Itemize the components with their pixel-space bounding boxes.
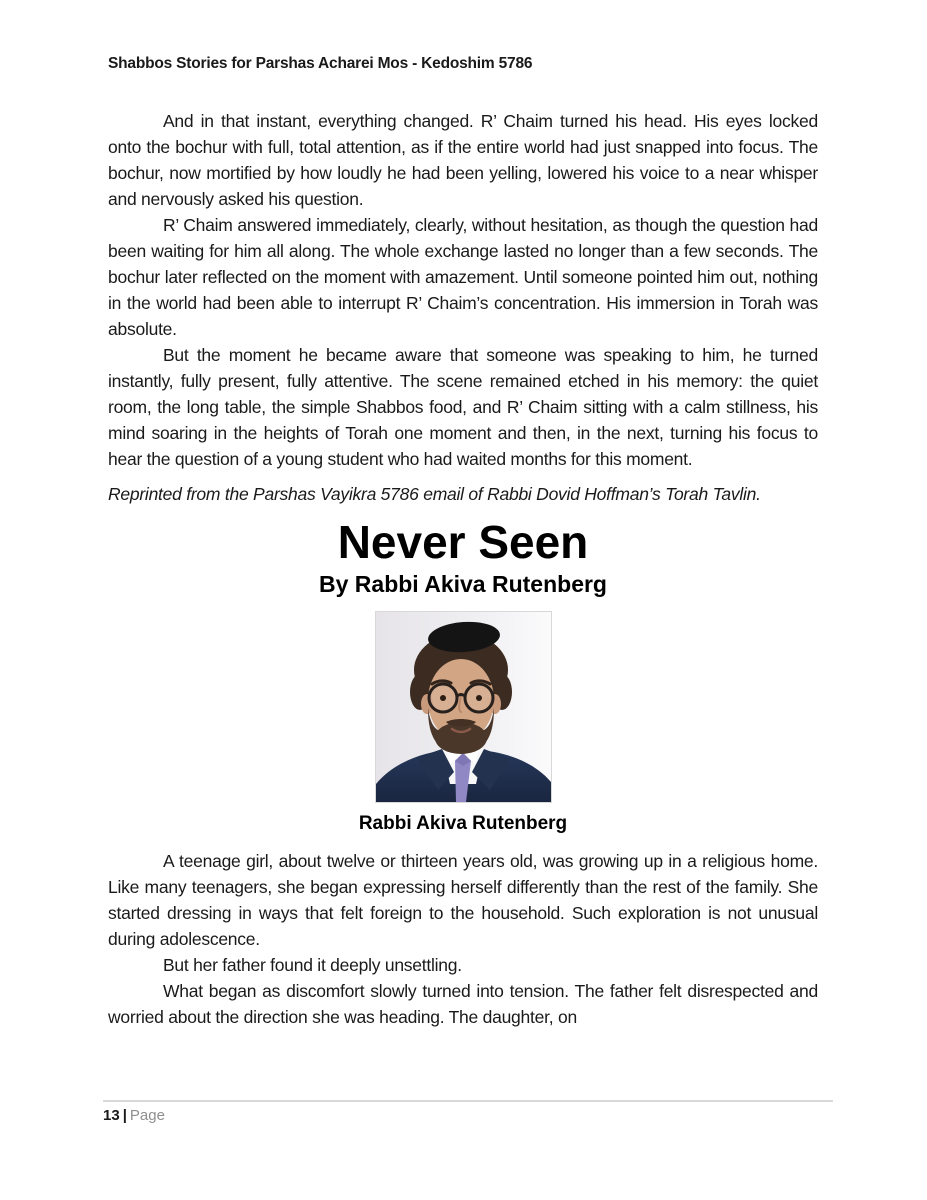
story-title: Never Seen xyxy=(337,516,589,568)
story-continuation xyxy=(108,848,818,1030)
rabbi-portrait-illustration xyxy=(376,612,551,802)
photo-row xyxy=(108,611,818,803)
running-header: Shabbos Stories for Parshas Acharei Mos - Kedoshim 5786 xyxy=(108,55,533,72)
rabbi-portrait-photo xyxy=(375,611,552,803)
footer-page-label: Page xyxy=(129,1107,165,1124)
page-footer xyxy=(103,1100,833,1124)
story-byline: By Rabbi Akiva Rutenberg xyxy=(319,571,607,597)
story-paragraph: But her father found it deeply unsettling. xyxy=(163,955,462,975)
reprint-attribution: Reprinted from the Parshas Vayikra 5786 email of Rabbi Dovid Hoffman’s Torah Tavlin. xyxy=(108,484,761,504)
story-paragraph: But the moment he became aware that someone was speaking to him, he turned instantly, fully present, fully attentive. The scene remained etched in his memory: the quiet room, the long table, the simple Shabbos food, and R’ Chaim sitting with a calm stillness, his mind soaring in the heights of Torah one moment and then, in the next, turning his focus to hear the question of a young student who had waited months for this moment. xyxy=(108,345,818,469)
story-paragraph: R’ Chaim answered immediately, clearly, without hesitation, as though the question had been waiting for him all along. The whole exchange lasted no longer than a few seconds. The bochur later reflected on the moment with amazement. Until someone pointed him out, nothing in the world had been able to interrupt R’ Chaim’s concentration. His immersion in Torah was absolute. xyxy=(108,215,818,339)
page-number: 13 xyxy=(103,1107,120,1124)
photo-caption: Rabbi Akiva Rutenberg xyxy=(358,813,568,834)
story-paragraph: And in that instant, everything changed. R’ Chaim turned his head. His eyes locked onto the bochur with full, total attention, as if the entire world had just snapped into focus. The bochur, now mortified by how loudly he had been yelling, lowered his voice to a near whisper and nervously asked his question. xyxy=(108,111,818,209)
page-content xyxy=(108,108,818,1030)
story-paragraph: What began as discomfort slowly turned into tension. The father felt disrespected and worried about the direction she was heading. The daughter, on xyxy=(108,981,818,1027)
footer-separator: | xyxy=(122,1107,127,1124)
story-paragraph: A teenage girl, about twelve or thirteen years old, was growing up in a religious home. Like many teenagers, she began expressing herself differently than the rest of the family. She started dressing in ways that felt foreign to the household. Such exploration is not unusual during adolescence. xyxy=(108,851,818,949)
